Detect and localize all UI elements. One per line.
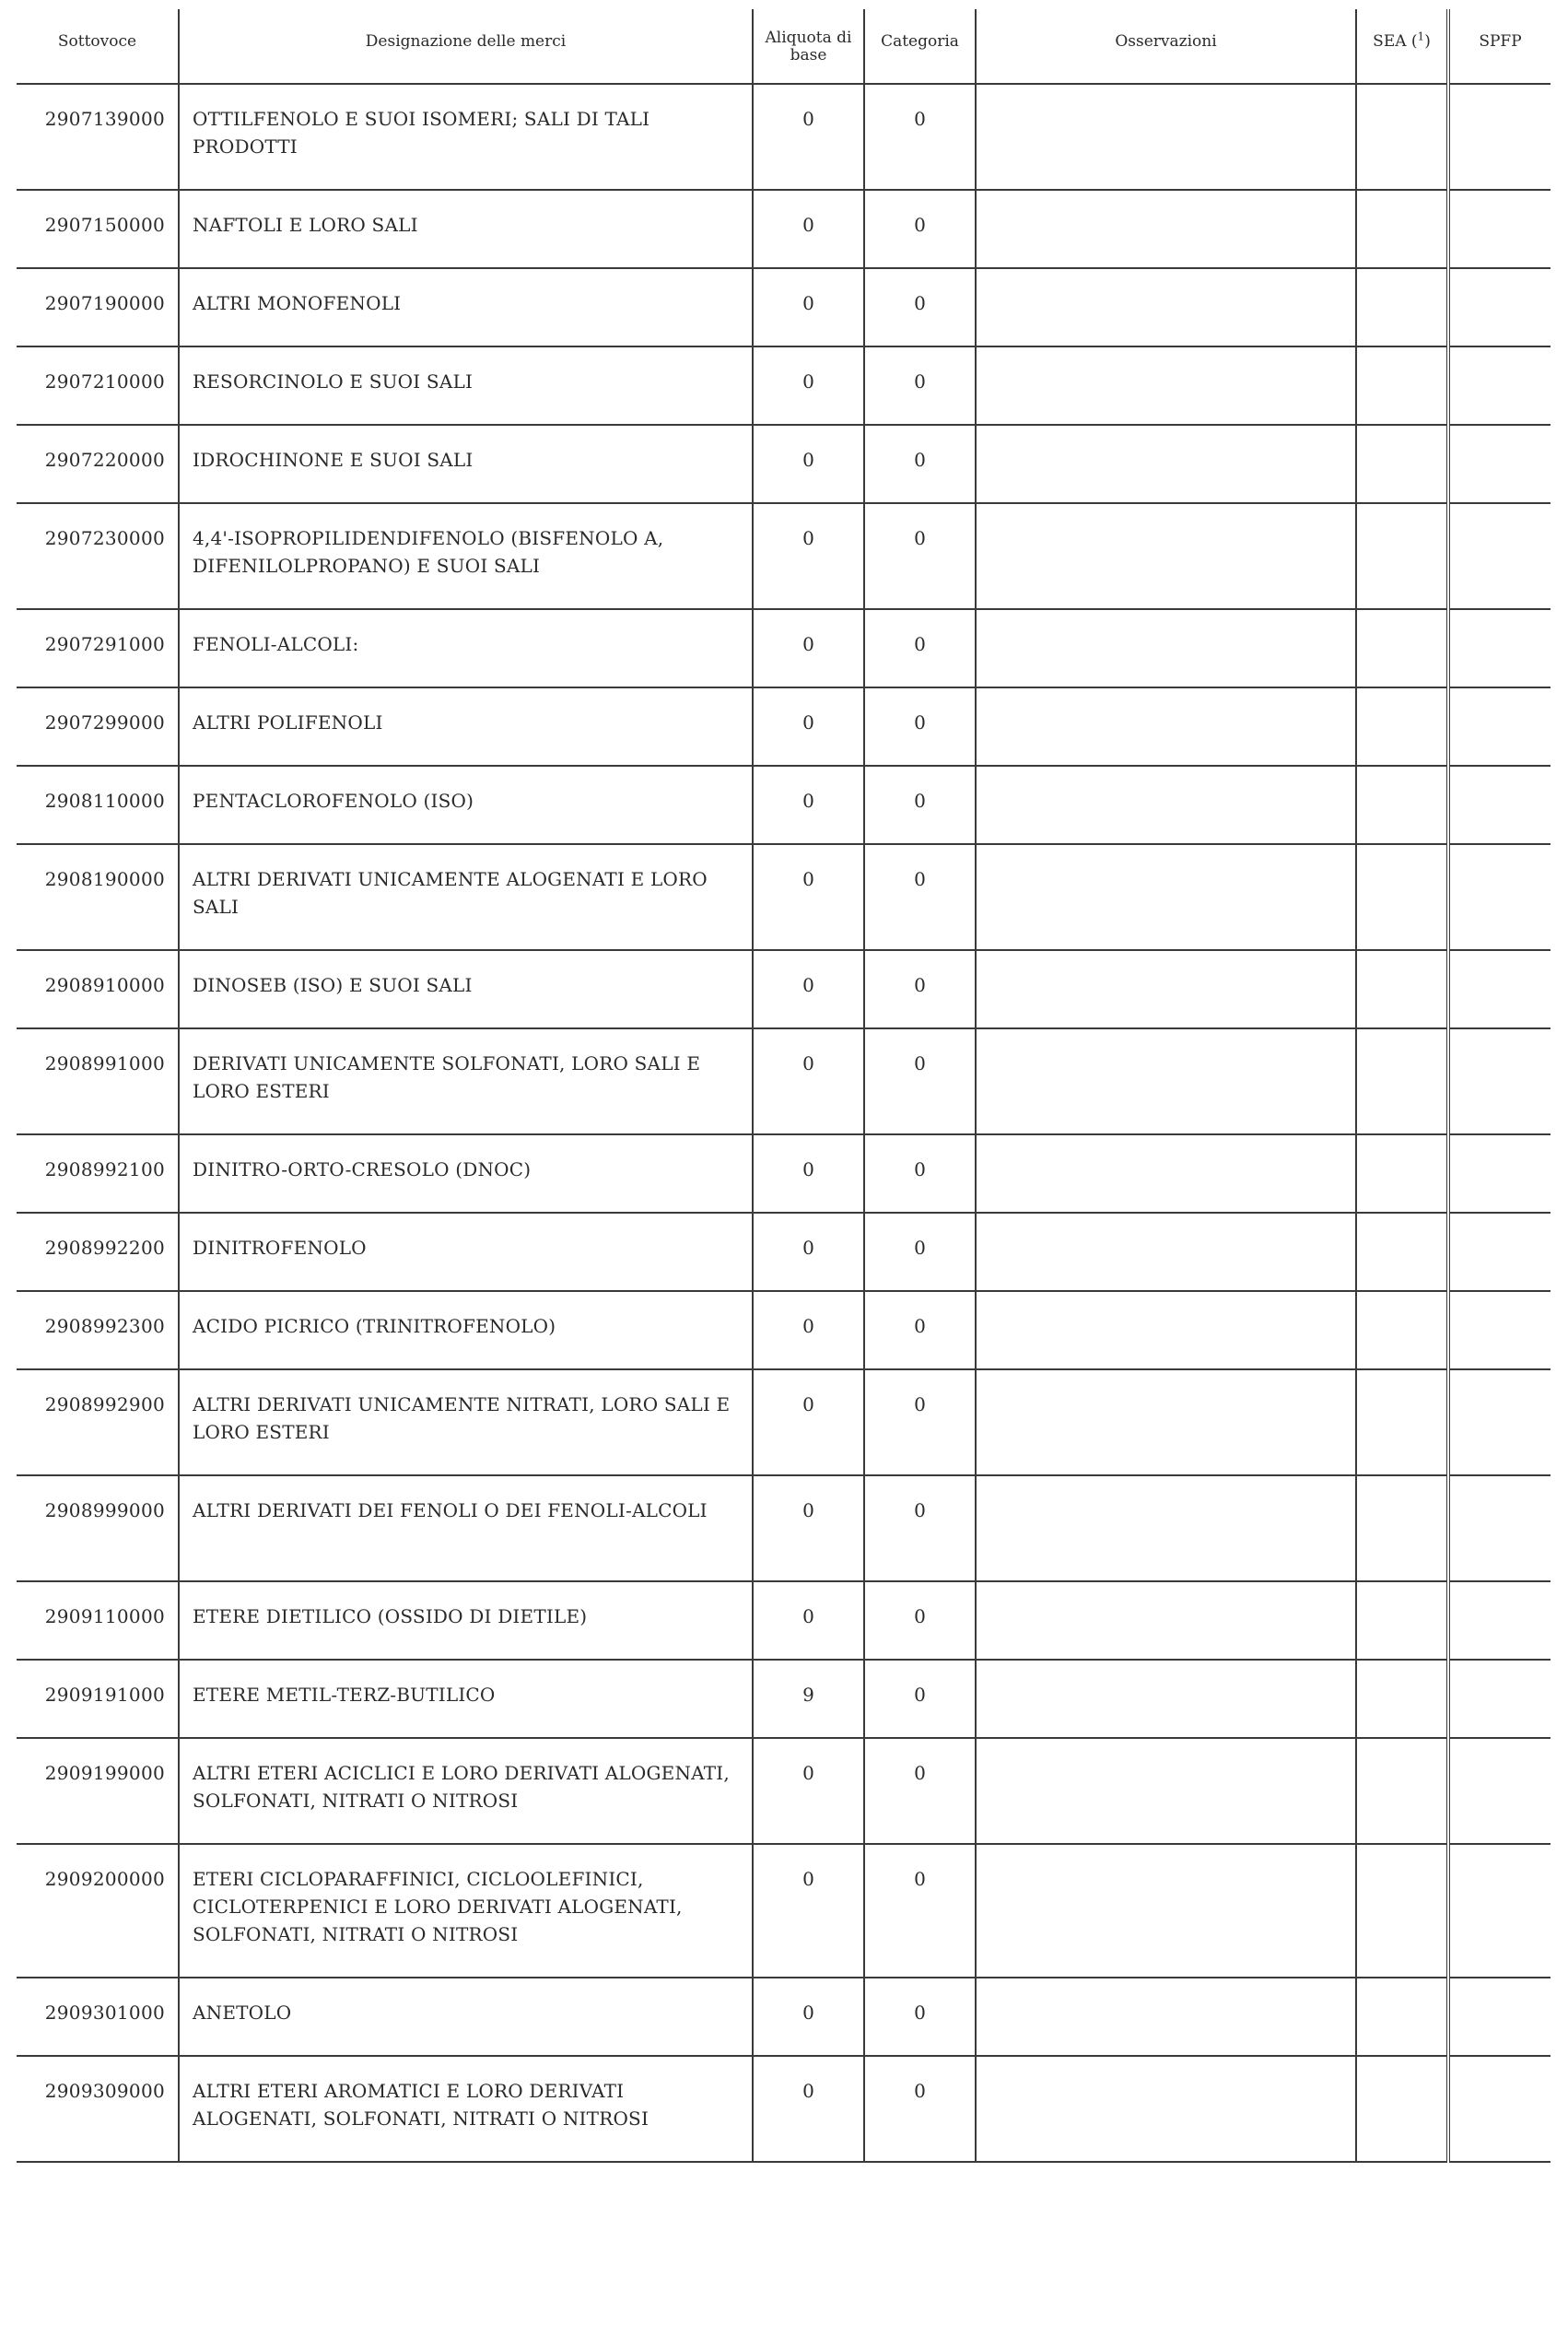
cell-observations — [976, 268, 1356, 346]
cell-sea — [1356, 1291, 1448, 1369]
header-sea-footnote: 1 — [1417, 29, 1425, 43]
cell-rate: 0 — [753, 1978, 864, 2056]
table-row — [17, 687, 1550, 766]
cell-spfp — [1448, 503, 1550, 609]
cell-rate: 0 — [753, 1213, 864, 1291]
cell-sea — [1356, 766, 1448, 844]
cell-rate: 0 — [753, 190, 864, 268]
cell-description: FENOLI-ALCOLI: — [179, 609, 753, 687]
table-row — [17, 190, 1550, 268]
cell-observations — [976, 190, 1356, 268]
header-spfp: SPFP — [1448, 9, 1550, 84]
cell-sea — [1356, 609, 1448, 687]
cell-category: 0 — [864, 1213, 976, 1291]
header-category: Categoria — [864, 9, 976, 84]
cell-category: 0 — [864, 1134, 976, 1213]
table-row — [17, 1738, 1550, 1844]
cell-code: 2907210000 — [17, 346, 179, 425]
cell-sea — [1356, 1475, 1448, 1581]
cell-observations — [976, 1475, 1356, 1581]
cell-description: ANETOLO — [179, 1978, 753, 2056]
cell-observations — [976, 609, 1356, 687]
table-row — [17, 1475, 1550, 1581]
cell-description: ALTRI ETERI ACICLICI E LORO DERIVATI ALOGENATI, SOLFONATI, NITRATI O NITROSI — [179, 1738, 753, 1844]
cell-rate: 0 — [753, 1738, 864, 1844]
cell-observations — [976, 1291, 1356, 1369]
table-row — [17, 1581, 1550, 1660]
cell-spfp — [1448, 766, 1550, 844]
cell-rate: 0 — [753, 687, 864, 766]
cell-category: 0 — [864, 1738, 976, 1844]
cell-sea — [1356, 503, 1448, 609]
cell-rate: 9 — [753, 1660, 864, 1738]
cell-description: PENTACLOROFENOLO (ISO) — [179, 766, 753, 844]
table-row — [17, 1978, 1550, 2056]
cell-code: 2907291000 — [17, 609, 179, 687]
table-row — [17, 1213, 1550, 1291]
document-page — [17, 9, 1550, 2163]
cell-category: 0 — [864, 268, 976, 346]
cell-observations — [976, 2056, 1356, 2162]
cell-description: ALTRI DERIVATI UNICAMENTE NITRATI, LORO SALI E LORO ESTERI — [179, 1369, 753, 1475]
cell-category: 0 — [864, 503, 976, 609]
cell-code: 2907299000 — [17, 687, 179, 766]
cell-observations — [976, 425, 1356, 503]
cell-description: ETERI CICLOPARAFFINICI, CICLOOLEFINICI, CICLOTERPENICI E LORO DERIVATI ALOGENATI, SOLFONATI, NITRATI O NITROSI — [179, 1844, 753, 1978]
cell-rate: 0 — [753, 346, 864, 425]
cell-observations — [976, 687, 1356, 766]
cell-sea — [1356, 1028, 1448, 1134]
cell-description: ALTRI MONOFENOLI — [179, 268, 753, 346]
cell-spfp — [1448, 1581, 1550, 1660]
cell-observations — [976, 1738, 1356, 1844]
table-row — [17, 1844, 1550, 1978]
table-header — [17, 9, 1550, 84]
cell-observations — [976, 503, 1356, 609]
cell-rate: 0 — [753, 1844, 864, 1978]
cell-spfp — [1448, 1213, 1550, 1291]
cell-category: 0 — [864, 609, 976, 687]
cell-category: 0 — [864, 1028, 976, 1134]
cell-code: 2908991000 — [17, 1028, 179, 1134]
cell-description: ACIDO PICRICO (TRINITROFENOLO) — [179, 1291, 753, 1369]
cell-spfp — [1448, 1738, 1550, 1844]
cell-category: 0 — [864, 1978, 976, 2056]
cell-spfp — [1448, 1028, 1550, 1134]
tariff-table — [17, 9, 1550, 2163]
cell-sea — [1356, 1213, 1448, 1291]
table-row — [17, 268, 1550, 346]
table-row — [17, 503, 1550, 609]
table-row — [17, 1134, 1550, 1213]
cell-rate: 0 — [753, 766, 864, 844]
cell-code: 2909309000 — [17, 2056, 179, 2162]
table-row — [17, 84, 1550, 190]
cell-description: ETERE DIETILICO (OSSIDO DI DIETILE) — [179, 1581, 753, 1660]
cell-rate: 0 — [753, 1369, 864, 1475]
cell-spfp — [1448, 346, 1550, 425]
cell-spfp — [1448, 1134, 1550, 1213]
cell-code: 2908992900 — [17, 1369, 179, 1475]
cell-description: ALTRI DERIVATI DEI FENOLI O DEI FENOLI-ALCOLI — [179, 1475, 753, 1581]
cell-description: RESORCINOLO E SUOI SALI — [179, 346, 753, 425]
cell-rate: 0 — [753, 609, 864, 687]
cell-sea — [1356, 1581, 1448, 1660]
header-code: Sottovoce — [17, 9, 179, 84]
header-rate — [753, 9, 864, 84]
cell-spfp — [1448, 1660, 1550, 1738]
cell-spfp — [1448, 687, 1550, 766]
cell-code: 2908110000 — [17, 766, 179, 844]
cell-spfp — [1448, 190, 1550, 268]
cell-description: DINOSEB (ISO) E SUOI SALI — [179, 950, 753, 1028]
cell-code: 2907190000 — [17, 268, 179, 346]
cell-code: 2908910000 — [17, 950, 179, 1028]
cell-sea — [1356, 687, 1448, 766]
header-description: Designazione delle merci — [179, 9, 753, 84]
cell-observations — [976, 950, 1356, 1028]
cell-category: 0 — [864, 346, 976, 425]
header-rate-line1: Aliquota di — [765, 29, 852, 47]
cell-code: 2909301000 — [17, 1978, 179, 2056]
cell-category: 0 — [864, 766, 976, 844]
table-row — [17, 950, 1550, 1028]
cell-code: 2908999000 — [17, 1475, 179, 1581]
cell-sea — [1356, 2056, 1448, 2162]
cell-category: 0 — [864, 687, 976, 766]
cell-description: ALTRI DERIVATI UNICAMENTE ALOGENATI E LORO SALI — [179, 844, 753, 950]
cell-rate: 0 — [753, 84, 864, 190]
cell-spfp — [1448, 1475, 1550, 1581]
cell-code: 2907139000 — [17, 84, 179, 190]
cell-spfp — [1448, 1291, 1550, 1369]
table-row — [17, 346, 1550, 425]
cell-code: 2908992300 — [17, 1291, 179, 1369]
cell-sea — [1356, 1660, 1448, 1738]
cell-observations — [976, 346, 1356, 425]
cell-spfp — [1448, 425, 1550, 503]
cell-category: 0 — [864, 425, 976, 503]
cell-sea — [1356, 1738, 1448, 1844]
cell-description: IDROCHINONE E SUOI SALI — [179, 425, 753, 503]
cell-observations — [976, 844, 1356, 950]
cell-sea — [1356, 190, 1448, 268]
header-rate-line2: base — [790, 46, 827, 65]
cell-spfp — [1448, 1369, 1550, 1475]
header-row — [17, 9, 1550, 84]
cell-rate: 0 — [753, 950, 864, 1028]
cell-spfp — [1448, 2056, 1550, 2162]
cell-sea — [1356, 950, 1448, 1028]
table-row — [17, 1291, 1550, 1369]
cell-description: ALTRI ETERI AROMATICI E LORO DERIVATI ALOGENATI, SOLFONATI, NITRATI O NITROSI — [179, 2056, 753, 2162]
cell-sea — [1356, 1134, 1448, 1213]
cell-sea — [1356, 346, 1448, 425]
cell-description: ALTRI POLIFENOLI — [179, 687, 753, 766]
cell-sea — [1356, 844, 1448, 950]
cell-description: DINITROFENOLO — [179, 1213, 753, 1291]
cell-rate: 0 — [753, 425, 864, 503]
cell-category: 0 — [864, 1844, 976, 1978]
table-row — [17, 425, 1550, 503]
header-sea — [1356, 9, 1448, 84]
cell-spfp — [1448, 268, 1550, 346]
cell-category: 0 — [864, 950, 976, 1028]
cell-rate: 0 — [753, 503, 864, 609]
cell-category: 0 — [864, 1475, 976, 1581]
cell-code: 2909200000 — [17, 1844, 179, 1978]
cell-description: ETERE METIL-TERZ-BUTILICO — [179, 1660, 753, 1738]
cell-category: 0 — [864, 84, 976, 190]
cell-description: DERIVATI UNICAMENTE SOLFONATI, LORO SALI E LORO ESTERI — [179, 1028, 753, 1134]
cell-observations — [976, 1844, 1356, 1978]
cell-rate: 0 — [753, 1475, 864, 1581]
cell-sea — [1356, 268, 1448, 346]
cell-sea — [1356, 1978, 1448, 2056]
cell-sea — [1356, 84, 1448, 190]
table-row — [17, 2056, 1550, 2162]
table-row — [17, 1369, 1550, 1475]
cell-category: 0 — [864, 1660, 976, 1738]
cell-observations — [976, 766, 1356, 844]
header-observations: Osservazioni — [976, 9, 1356, 84]
cell-sea — [1356, 1369, 1448, 1475]
cell-category: 0 — [864, 1369, 976, 1475]
cell-sea — [1356, 1844, 1448, 1978]
cell-rate: 0 — [753, 2056, 864, 2162]
cell-category: 0 — [864, 2056, 976, 2162]
cell-description: DINITRO-ORTO-CRESOLO (DNOC) — [179, 1134, 753, 1213]
cell-code: 2908992200 — [17, 1213, 179, 1291]
cell-observations — [976, 1369, 1356, 1475]
table-body — [17, 84, 1550, 2162]
cell-code: 2907220000 — [17, 425, 179, 503]
cell-observations — [976, 1660, 1356, 1738]
cell-rate: 0 — [753, 268, 864, 346]
cell-code: 2909199000 — [17, 1738, 179, 1844]
cell-observations — [976, 1581, 1356, 1660]
cell-rate: 0 — [753, 1291, 864, 1369]
cell-spfp — [1448, 609, 1550, 687]
cell-observations — [976, 1028, 1356, 1134]
cell-sea — [1356, 425, 1448, 503]
cell-rate: 0 — [753, 1134, 864, 1213]
cell-spfp — [1448, 1844, 1550, 1978]
cell-category: 0 — [864, 1581, 976, 1660]
cell-observations — [976, 1978, 1356, 2056]
cell-category: 0 — [864, 190, 976, 268]
cell-spfp — [1448, 844, 1550, 950]
cell-rate: 0 — [753, 844, 864, 950]
cell-code: 2907150000 — [17, 190, 179, 268]
table-row — [17, 844, 1550, 950]
cell-code: 2907230000 — [17, 503, 179, 609]
cell-rate: 0 — [753, 1028, 864, 1134]
cell-code: 2908190000 — [17, 844, 179, 950]
header-sea-close: ) — [1424, 32, 1431, 51]
cell-rate: 0 — [753, 1581, 864, 1660]
table-row — [17, 766, 1550, 844]
cell-description: OTTILFENOLO E SUOI ISOMERI; SALI DI TALI PRODOTTI — [179, 84, 753, 190]
cell-category: 0 — [864, 1291, 976, 1369]
cell-observations — [976, 84, 1356, 190]
cell-spfp — [1448, 84, 1550, 190]
table-row — [17, 1660, 1550, 1738]
table-row — [17, 609, 1550, 687]
header-sea-label: SEA ( — [1373, 32, 1418, 51]
cell-code: 2909191000 — [17, 1660, 179, 1738]
cell-code: 2908992100 — [17, 1134, 179, 1213]
cell-description: NAFTOLI E LORO SALI — [179, 190, 753, 268]
cell-observations — [976, 1134, 1356, 1213]
cell-observations — [976, 1213, 1356, 1291]
cell-category: 0 — [864, 844, 976, 950]
cell-code: 2909110000 — [17, 1581, 179, 1660]
cell-description: 4,4'-ISOPROPILIDENDIFENOLO (BISFENOLO A, DIFENILOLPROPANO) E SUOI SALI — [179, 503, 753, 609]
table-row — [17, 1028, 1550, 1134]
cell-spfp — [1448, 950, 1550, 1028]
cell-spfp — [1448, 1978, 1550, 2056]
